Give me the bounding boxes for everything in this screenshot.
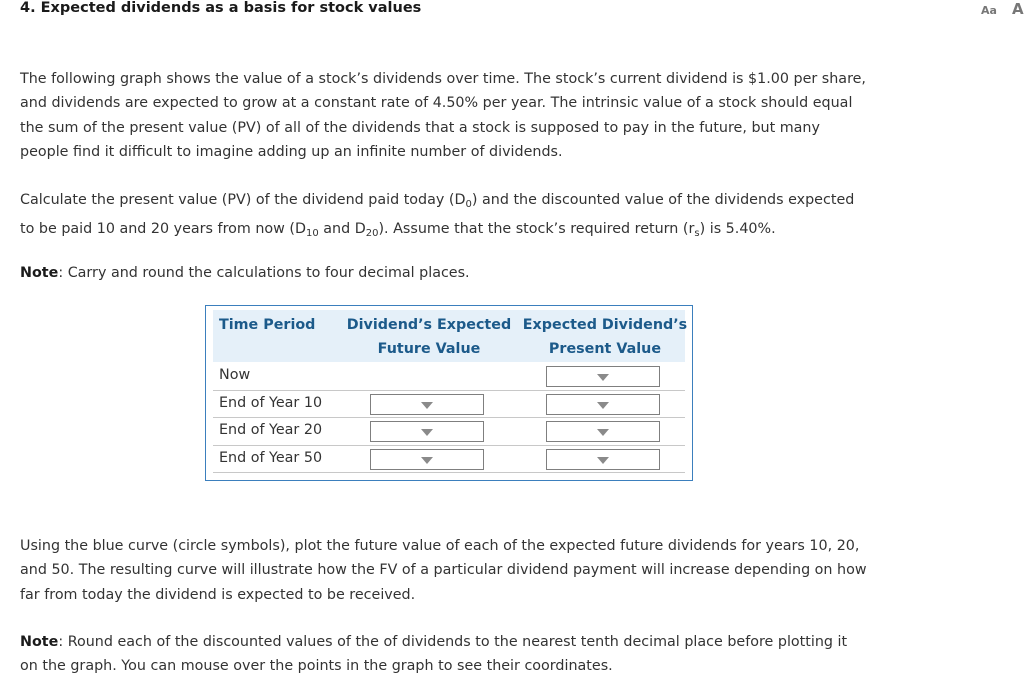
note-plotting: [20, 630, 890, 679]
intro-line: and dividends are expected to grow at a constant rate of 4.50% per year. The intrinsic value of a stock should equal: [20, 95, 853, 112]
pv-dropdown-year-50[interactable]: [546, 449, 660, 470]
instruction-paragraph: [20, 188, 890, 247]
intro-paragraph: [20, 67, 890, 164]
dividend-table: [205, 305, 693, 481]
table-row: [213, 446, 685, 474]
note-text: : Round each of the discounted values of the of dividends to the nearest tenth decimal place before plotting it: [58, 634, 848, 650]
intro-line: the sum of the present value (PV) of all of the dividends that a stock is supposed to pay in the future, but many: [20, 119, 820, 136]
header-present-value: Expected Dividend’s Present Value: [522, 317, 688, 357]
chevron-down-icon: [421, 457, 433, 464]
question-title: 4. Expected dividends as a basis for stock values: [20, 0, 422, 16]
chevron-down-icon: [597, 402, 609, 409]
table-row: [213, 418, 685, 446]
fv-dropdown-year-10[interactable]: [370, 394, 484, 415]
pv-dropdown-year-10[interactable]: [546, 394, 660, 415]
fv-dropdown-year-20[interactable]: [370, 421, 484, 442]
header-future-value: Dividend’s Expected Future Value: [346, 317, 512, 357]
row-label-year-50: End of Year 50: [219, 449, 323, 466]
note-text: on the graph. You can mouse over the points in the graph to see their coordinates.: [20, 658, 613, 675]
font-size-small-button[interactable]: Aa: [981, 4, 997, 17]
table-row: [213, 363, 685, 391]
plot-instruction-line: and 50. The resulting curve will illustrate how the FV of a particular dividend payment will increase depending on how: [20, 562, 867, 579]
table-row: [213, 391, 685, 419]
chevron-down-icon: [597, 429, 609, 436]
note-text: : Carry and round the calculations to four decimal places.: [58, 265, 470, 281]
plot-instruction-paragraph: [20, 534, 890, 607]
note-label: Note: [20, 634, 59, 650]
instruction-line: Calculate the present value (PV) of the dividend paid today $(D_0)$ and the discounted value of the dividends expected: [20, 192, 855, 210]
table-header: [213, 310, 688, 362]
chevron-down-icon: [597, 457, 609, 464]
chevron-down-icon: [421, 402, 433, 409]
row-label-year-20: End of Year 20: [219, 422, 323, 438]
font-size-large-button[interactable]: A: [1012, 0, 1024, 18]
note-rounding: [20, 261, 890, 285]
chevron-down-icon: [597, 374, 609, 381]
plot-instruction-line: Using the blue curve (circle symbols), plot the future value of each of the expected future dividends for years 10, 20,: [20, 538, 860, 554]
chevron-down-icon: [421, 429, 433, 436]
header-time-period: Time Period: [219, 317, 316, 333]
plot-instruction-line: far from today the dividend is expected to be received.: [20, 586, 416, 603]
intro-line: people find it difficult to imagine adding up an infinite number of dividends.: [20, 143, 563, 160]
instruction-line: to be paid 10 and 20 years from now ($D_{10}$ and $D_{20}$). Assume that the stock’s required return $(r_s)$ is 5.40%.: [20, 221, 776, 240]
fv-dropdown-year-50[interactable]: [370, 449, 484, 470]
pv-dropdown-year-20[interactable]: [546, 421, 660, 442]
intro-line: The following graph shows the value of a stock’s dividends over time. The stock’s current dividend is $1.00 per share,: [20, 71, 866, 87]
row-label-now: Now: [219, 367, 251, 383]
row-label-year-10: End of Year 10: [219, 394, 323, 411]
pv-dropdown-now[interactable]: [546, 366, 660, 387]
note-label: Note: [20, 265, 59, 281]
